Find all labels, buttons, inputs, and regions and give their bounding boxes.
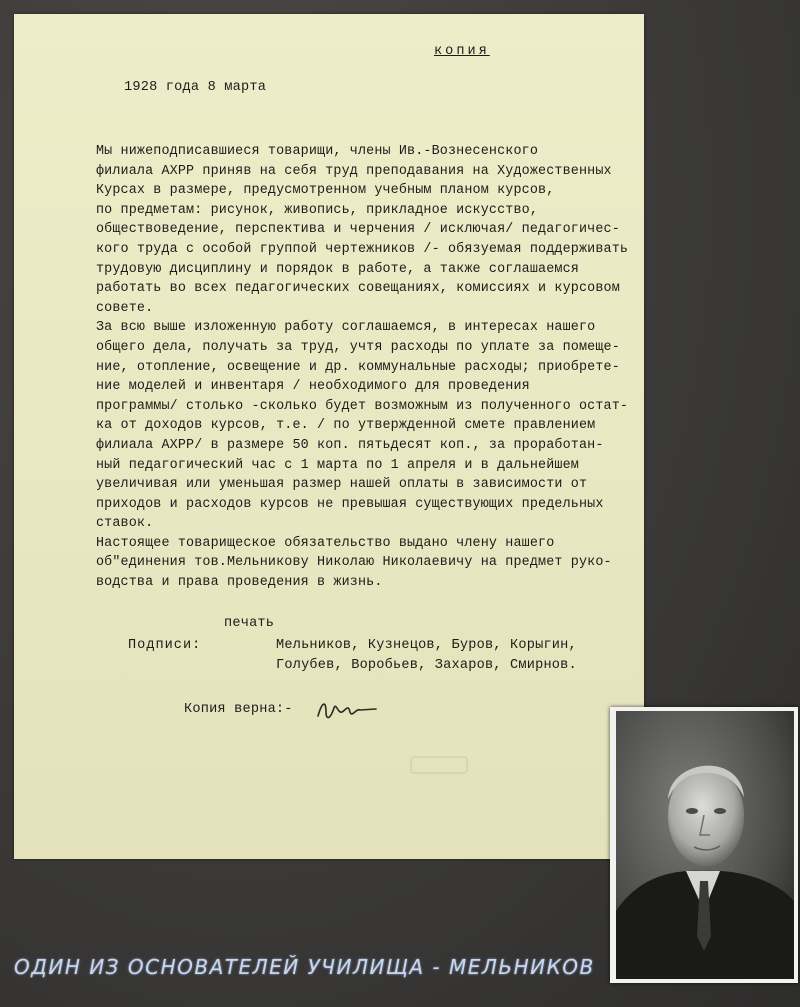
signatures-label: Подписи: xyxy=(128,638,202,653)
body-line: совете. xyxy=(96,300,154,316)
body-line: ставок. xyxy=(96,516,154,532)
body-line: ный педагогический час с 1 марта по 1 апреля и в дальнейшем xyxy=(96,457,579,473)
body-line: Мы нижеподписавшиеся товарищи, члены Ив.-Вознесенского xyxy=(96,144,539,159)
body-line: ние, отопление, освещение и др. коммунальные расходы; приобрете- xyxy=(96,359,620,375)
photo-caption: ОДИН ИЗ ОСНОВАТЕЛЕЙ УЧИЛИЩА - МЕЛЬНИКОВ xyxy=(14,955,595,979)
body-line: об"единения тов.Мельникову Николаю Николаевичу на предмет руко- xyxy=(96,555,612,571)
body-line: работать во всех педагогических совещаниях, комиссиях и курсовом xyxy=(96,281,620,297)
body-line: ка от доходов курсов, т.е. / по утвержденной смете правлением xyxy=(96,418,596,434)
signatories-line-1: Мельников, Кузнецов, Буров, Корыгин, xyxy=(276,638,577,653)
body-line: Настоящее товарищеское обязательство выдано члену нашего xyxy=(96,535,555,551)
document-body xyxy=(96,142,636,593)
portrait-photo xyxy=(610,707,798,983)
body-line: За всю выше изложенную работу соглашаемся, в интересах нашего xyxy=(96,320,596,336)
body-line: по предметам: рисунок, живопись, прикладное искусство, xyxy=(96,202,539,218)
signatories-line-2: Голубев, Воробьев, Захаров, Смирнов. xyxy=(276,658,577,673)
body-line: филиала АХРР/ в размере 50 коп. пятьдесят коп., за проработан- xyxy=(96,437,604,453)
handwritten-signature xyxy=(314,694,380,728)
body-line: Курсах в размере, предусмотренном учебным планом курсов, xyxy=(96,183,555,199)
body-line: увеличивая или уменьшая размер нашей оплаты в зависимости от xyxy=(96,477,588,493)
body-line: приходов и расходов курсов не превышая существующих предельных xyxy=(96,496,604,512)
faded-stamp-mark xyxy=(409,754,469,776)
body-line: водства и права проведения в жизнь. xyxy=(96,575,383,591)
seal-label: печать xyxy=(224,616,275,631)
body-line: кого труда с особой группой чертежников /- обязуемая поддерживать xyxy=(96,241,629,257)
body-line: обществоведение, перспектива и черчения / исключая/ педагогичес- xyxy=(96,222,620,238)
certified-copy-label: Копия верна:- xyxy=(184,702,293,717)
portrait-of-melnikov xyxy=(616,711,794,979)
document-date: 1928 года 8 марта xyxy=(124,80,267,95)
body-line: филиала АХРР приняв на себя труд преподавания на Художественных xyxy=(96,163,612,179)
body-line: общего дела, получать за труд, учтя расходы по уплате за помеще- xyxy=(96,339,620,355)
body-line: трудовую дисциплину и порядок в работе, а также соглашаемся xyxy=(96,261,579,277)
body-line: ние моделей и инвентаря / необходимого для проведения xyxy=(96,379,530,395)
body-line: программы/ столько -сколько будет возможным из полученного остат- xyxy=(96,398,629,414)
copy-label: копия xyxy=(434,44,490,59)
typed-document xyxy=(14,14,644,859)
